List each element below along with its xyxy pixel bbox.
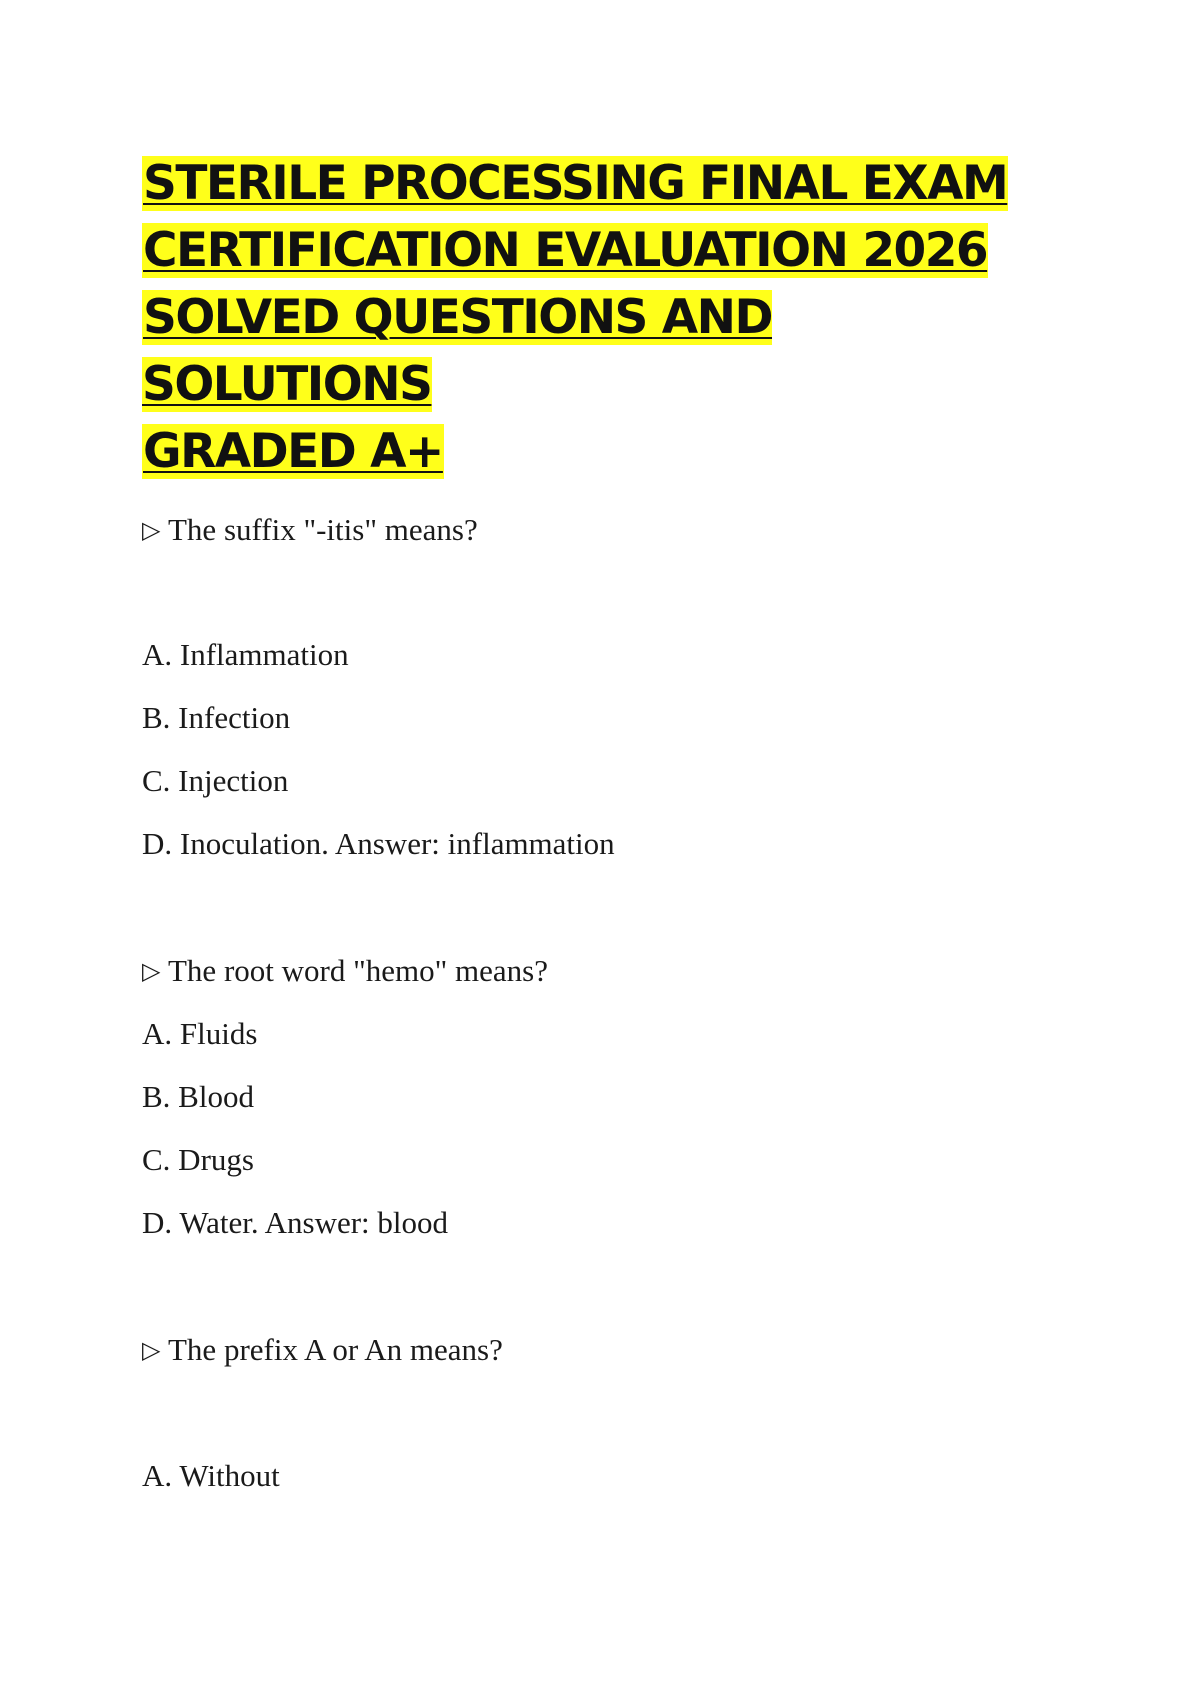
question-3-option-a: A. Without <box>142 1458 280 1493</box>
document-title <box>142 150 1042 485</box>
triangle-arrow-icon: ▷ <box>142 1336 161 1364</box>
title-line-2: CERTIFICATION EVALUATION 2026 <box>143 223 988 278</box>
question-2 <box>142 951 548 991</box>
title-line-3: SOLVED QUESTIONS AND SOLUTIONS <box>142 290 772 412</box>
question-1-text: The suffix "-itis" means? <box>168 512 478 547</box>
triangle-arrow-icon: ▷ <box>142 957 161 985</box>
question-1 <box>142 510 478 550</box>
question-3 <box>142 1330 503 1370</box>
question-2-option-a: A. Fluids <box>142 1016 258 1051</box>
question-3-text: The prefix A or An means? <box>168 1332 503 1367</box>
question-1-option-a: A. Inflammation <box>142 637 349 672</box>
question-2-option-b: B. Blood <box>142 1079 254 1114</box>
title-line-1: STERILE PROCESSING FINAL EXAM <box>143 156 1008 211</box>
question-2-option-d: D. Water. Answer: blood <box>142 1205 449 1240</box>
question-1-option-c: C. Injection <box>142 763 289 798</box>
question-2-option-c: C. Drugs <box>142 1142 254 1177</box>
title-line-4: GRADED A+ <box>143 424 443 479</box>
question-1-option-b: B. Infection <box>142 700 291 735</box>
question-2-text: The root word "hemo" means? <box>168 953 548 988</box>
question-1-option-d: D. Inoculation. Answer: inflammation <box>142 826 615 861</box>
triangle-arrow-icon: ▷ <box>142 516 161 544</box>
